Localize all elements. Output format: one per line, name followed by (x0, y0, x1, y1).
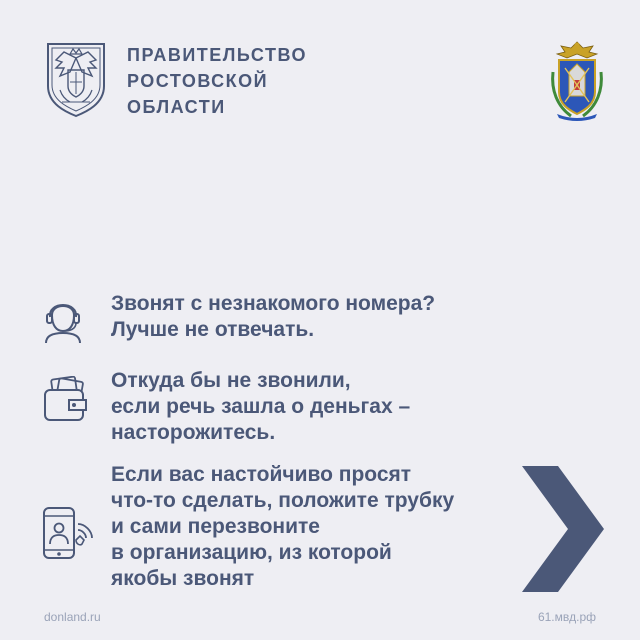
wallet-with-money-icon (42, 376, 88, 424)
header-title (127, 42, 307, 120)
tip-text-line: если речь зашла о деньгах – (111, 395, 411, 418)
tip-text-line: и сами перезвоните (111, 515, 320, 538)
header-title-line: ОБЛАСТИ (127, 97, 226, 117)
tip-text-line: Если вас настойчиво просят (111, 463, 412, 486)
tip-text-line: якобы звонят (111, 567, 255, 590)
tip-text-line: Лучше не отвечать. (111, 318, 315, 341)
footer-police-site-link[interactable]: 61.мвд.рф (537, 610, 596, 624)
tip-text-line: в организацию, из которой (111, 541, 392, 564)
tip-text-line: Откуда бы не звонили, (111, 369, 351, 392)
police-emblem-icon (547, 38, 607, 122)
header-title-line: РОСТОВСКОЙ (127, 71, 269, 91)
footer-site-link[interactable]: donland.ru (44, 610, 101, 624)
tip-text-line: Звонят с незнакомого номера? (111, 292, 436, 315)
tip-text-line: что-то сделать, положите трубку (111, 489, 455, 512)
phone-call-icon (40, 504, 94, 562)
tip-text-line: насторожитесь. (111, 421, 276, 444)
chevron-right-icon[interactable] (522, 466, 604, 592)
coat-of-arms-icon (42, 40, 110, 118)
call-center-operator-icon (42, 295, 84, 345)
header-title-line: ПРАВИТЕЛЬСТВО (127, 45, 308, 65)
